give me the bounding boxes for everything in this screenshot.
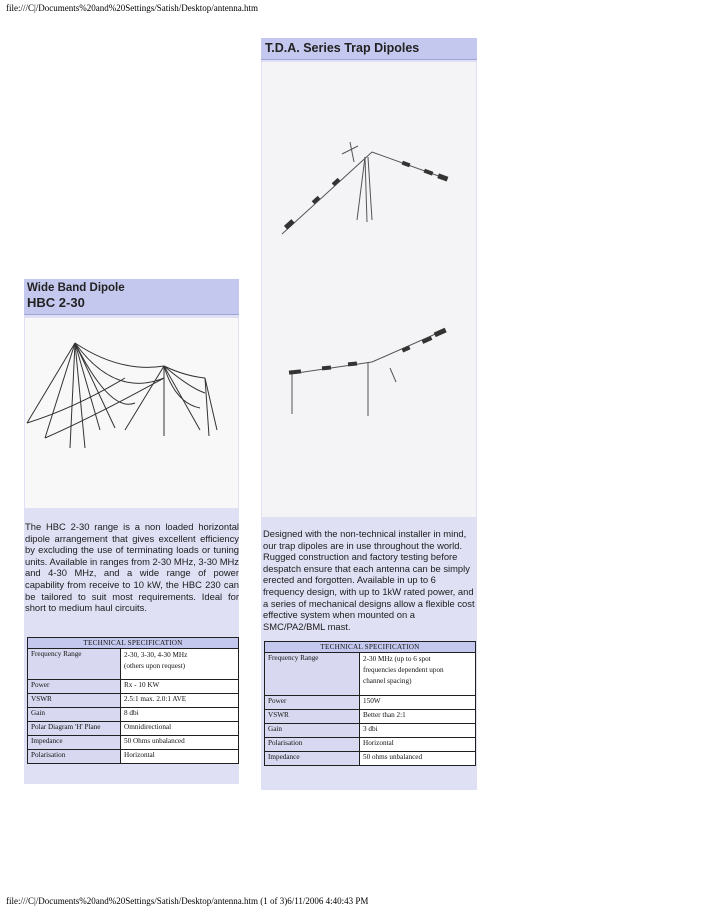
spec-value-line: channel spacing) bbox=[363, 677, 412, 685]
spec-value-line: 2-30, 3-30, 4-30 MHz bbox=[124, 651, 188, 659]
spec-value: 50 ohms unbalanced bbox=[360, 752, 476, 766]
spec-label: VSWR bbox=[265, 710, 360, 724]
spec-label: Impedance bbox=[28, 736, 121, 750]
spec-value-line: (others upon request) bbox=[124, 662, 186, 670]
tda-spec-table bbox=[264, 641, 476, 766]
spec-value: Better than 2:1 bbox=[360, 710, 476, 724]
spec-label: Power bbox=[265, 696, 360, 710]
tda-title: T.D.A. Series Trap Dipoles bbox=[261, 38, 477, 60]
hbc-description: The HBC 2-30 range is a non loaded horizontal dipole arrangement that gives excellent efficiency by excluding the use of terminating loads or tuning units. Available in ranges from 2-30 MHz, 3-30 MHz and 4-30 MHz, and a wide range of power capability from receive to 10 kW, the HBC 230 can be tailored to suit most requirements. Ideal for short to medium haul circuits. bbox=[25, 521, 239, 614]
spec-value: Omnidirectional bbox=[121, 722, 239, 736]
hbc-title-line1: Wide Band Dipole bbox=[27, 282, 125, 294]
tda-antenna-illustration bbox=[262, 62, 476, 517]
spec-value: 8 dbi bbox=[121, 708, 239, 722]
spec-label: Polarisation bbox=[265, 738, 360, 752]
hbc-spec-table bbox=[27, 637, 239, 764]
spec-value bbox=[360, 653, 476, 696]
browser-header-path: file:///C|/Documents%20and%20Settings/Satish/Desktop/antenna.htm bbox=[6, 3, 259, 13]
spec-value bbox=[121, 649, 239, 680]
spec-label: Polarisation bbox=[28, 750, 121, 764]
tda-description: Designed with the non-technical installer in mind, our trap dipoles are in use throughout the world. Rugged construction and factory testing before despatch ensure that each antenna can be simply erected and forgotten. Available in up to 6 frequency design, with up to 1kW rated power, and a series of mechanical designs allow a flexible cost effective system when mounted on a SMC/PA2/BML mast. bbox=[263, 528, 475, 632]
hbc-spec-heading: TECHNICAL SPECIFICATION bbox=[28, 638, 239, 649]
spec-label: Power bbox=[28, 680, 121, 694]
spec-value-line: 2-30 MHz (up to 6 spot bbox=[363, 655, 431, 663]
hbc-title bbox=[24, 279, 239, 315]
spec-value-line: frequencies dependent upon bbox=[363, 666, 444, 674]
hbc-antenna-illustration bbox=[25, 318, 238, 508]
spec-value: 2.5:1 max. 2.0:1 AVE bbox=[121, 694, 239, 708]
spec-label: VSWR bbox=[28, 694, 121, 708]
spec-label: Polar Diagram 'H' Plane bbox=[28, 722, 121, 736]
spec-label: Frequency Range bbox=[265, 653, 360, 696]
browser-footer-path: file:///C|/Documents%20and%20Settings/Satish/Desktop/antenna.htm (1 of 3)6/11/2006 4:40:43 PM bbox=[6, 896, 369, 906]
tda-spec-heading: TECHNICAL SPECIFICATION bbox=[265, 642, 476, 653]
spec-value: Horizontal bbox=[121, 750, 239, 764]
spec-label: Gain bbox=[28, 708, 121, 722]
spec-value: 150W bbox=[360, 696, 476, 710]
spec-value: 3 dbi bbox=[360, 724, 476, 738]
spec-label: Frequency Range bbox=[28, 649, 121, 680]
spec-value: Rx - 10 KW bbox=[121, 680, 239, 694]
spec-label: Gain bbox=[265, 724, 360, 738]
hbc-title-line2: HBC 2-30 bbox=[27, 295, 85, 310]
spec-label: Impedance bbox=[265, 752, 360, 766]
spec-value: 50 Ohms unbalanced bbox=[121, 736, 239, 750]
spec-value: Horizontal bbox=[360, 738, 476, 752]
